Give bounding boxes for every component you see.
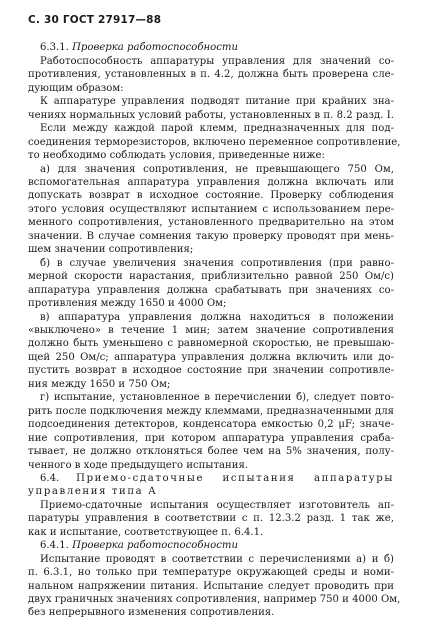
text-line: [28, 405, 394, 418]
text-line: [28, 445, 394, 458]
text-line: [28, 391, 394, 404]
text-line: [28, 257, 394, 270]
text-line: [28, 337, 394, 350]
text-run: Испытание проводят в соответствии с перечислениями а) и б): [40, 553, 394, 565]
italic-heading: Проверка работоспособности: [72, 42, 238, 54]
text-line: [28, 189, 394, 202]
text-run: подсоединения детекторов, конденсатора емкостью 0,2 μF; значе-: [28, 419, 394, 431]
text-line: [28, 459, 394, 472]
text-run: аппаратура управления должна срабатывать при значениях со-: [28, 284, 394, 296]
text-run: ния между 1650 и 750 Ом;: [28, 378, 171, 390]
text-run: значении. В случае сомнения такую проверку проводят при мень-: [28, 230, 394, 242]
text-run: вспомогательная аппаратура управления должна включать или: [28, 176, 394, 188]
text-line: [28, 55, 394, 68]
text-run: допускать возврат в исходное состояние. Проверку соблюдения: [28, 190, 394, 202]
text-line: [28, 526, 394, 539]
text-run: п. 6.3.1, но только при температуре окружающей среды и номи-: [28, 567, 394, 579]
text-run: чениях нормальных условий работы, установленных в п. 8.2 разд. I.: [28, 109, 394, 121]
text-line: [28, 512, 394, 525]
text-line: [28, 136, 401, 149]
text-line: [28, 580, 394, 593]
text-run: Приемо-сдаточные испытания осуществляет изготовитель ап-: [40, 499, 394, 511]
text-line: [28, 270, 394, 283]
text-run: рить после подключения между клеммами, предназначенными для: [28, 405, 394, 417]
text-run: в) аппаратура управления должна находиться в положении: [40, 311, 394, 323]
text-line: [28, 149, 394, 162]
text-run: «выключено» в течение 1 мин; затем значение сопротивления: [28, 324, 394, 336]
text-line: [28, 122, 394, 135]
text-run: дующим образом:: [28, 82, 124, 94]
text-run: б) в случае увеличения значения сопротивления (при равно-: [40, 257, 394, 269]
text-run: шем значении сопротивления;: [28, 244, 194, 256]
text-run: этого условия осуществляют испытанием с использованием пере-: [28, 203, 394, 215]
italic-heading: Проверка работоспособности: [72, 540, 238, 552]
text-line: [28, 553, 394, 566]
text-run: К аппаратуре управления подводят питание при крайних зна-: [40, 96, 394, 108]
text-line: [28, 418, 394, 431]
text-run: двух граничных значениях сопротивления, например 750 и 4000 Ом,: [28, 594, 401, 606]
text-line: [28, 606, 394, 619]
text-line: [28, 364, 394, 377]
text-line: [28, 216, 394, 229]
text-line: [28, 351, 394, 364]
text-run: как и испытание, соответствующее п. 6.4.1.: [28, 526, 264, 538]
text-run: ченного в ходе предыдущего испытания.: [28, 459, 249, 471]
text-run: г) испытание, установленное в перечислении б), следует повто-: [40, 392, 394, 404]
text-line: [28, 378, 394, 391]
text-run: а) для значения сопротивления, не превышающего 750 Ом,: [40, 163, 394, 175]
document-page: [28, 14, 401, 620]
text-run: 6.3.1.: [40, 42, 73, 54]
spaced-heading: Приемо-сдаточные испытания аппаратуры: [76, 472, 394, 484]
text-line: [28, 539, 394, 552]
spaced-heading: управления типа А: [28, 486, 158, 498]
text-run: паратуры управления в соответствии с п. 12.3.2 разд. 1 так же,: [28, 513, 394, 525]
text-run: тывает, не должно отклоняться более чем на 5% значения, полу-: [28, 446, 394, 458]
text-run: менного сопротивления, установленного предварительно на этом: [28, 217, 394, 229]
text-line: [28, 109, 394, 122]
text-run: без непрерывного изменения сопротивления.: [28, 607, 275, 619]
text-line: [28, 297, 394, 310]
text-line: [28, 95, 394, 108]
text-line: [28, 485, 394, 498]
text-line: [28, 472, 394, 485]
text-run: пустить возврат в исходное состояние при значении сопротивле-: [28, 365, 394, 377]
text-line: [28, 324, 394, 337]
text-run: ние сопротивления, при котором аппаратура управления сраба-: [28, 432, 394, 444]
text-run: Если между каждой парой клемм, предназначенных для под-: [40, 123, 394, 135]
text-run: щей 250 Ом/с; аппаратура управления должна включить или до-: [28, 351, 394, 363]
text-line: [28, 82, 394, 95]
text-run: 6.4.: [40, 472, 77, 484]
text-line: [28, 499, 394, 512]
text-line: [28, 176, 394, 189]
text-run: нальном напряжении питания. Испытание следует проводить при: [28, 580, 394, 592]
text-line: [28, 566, 394, 579]
text-line: [28, 163, 394, 176]
text-run: Работоспособность аппаратуры управления для значений со-: [40, 55, 394, 67]
text-run: противления, установленных в п. 4.2, должна быть проверена сле-: [28, 69, 394, 81]
text-run: противления между 1650 и 4000 Ом;: [28, 298, 227, 310]
text-line: [28, 68, 394, 81]
text-line: [28, 284, 394, 297]
text-line: [28, 311, 394, 324]
text-run: то необходимо соблюдать условия, приведенные ниже:: [28, 150, 325, 162]
text-line: [28, 230, 394, 243]
page-header: С. 30 ГОСТ 27917—88: [28, 14, 162, 26]
text-run: соединения терморезисторов, включено переменное сопротивление,: [28, 136, 401, 148]
text-line: [28, 41, 394, 54]
text-run: мерной скорости нарастания, приблизительно равной 250 Ом/с): [28, 271, 394, 283]
text-line: [28, 203, 394, 216]
text-run: 6.4.1.: [40, 540, 73, 552]
text-line: [28, 432, 394, 445]
text-line: [28, 243, 394, 256]
text-run: должно быть уменьшено с равномерной скоростью, не превышаю-: [28, 338, 394, 350]
body-text: [28, 41, 401, 619]
text-line: [28, 593, 401, 606]
